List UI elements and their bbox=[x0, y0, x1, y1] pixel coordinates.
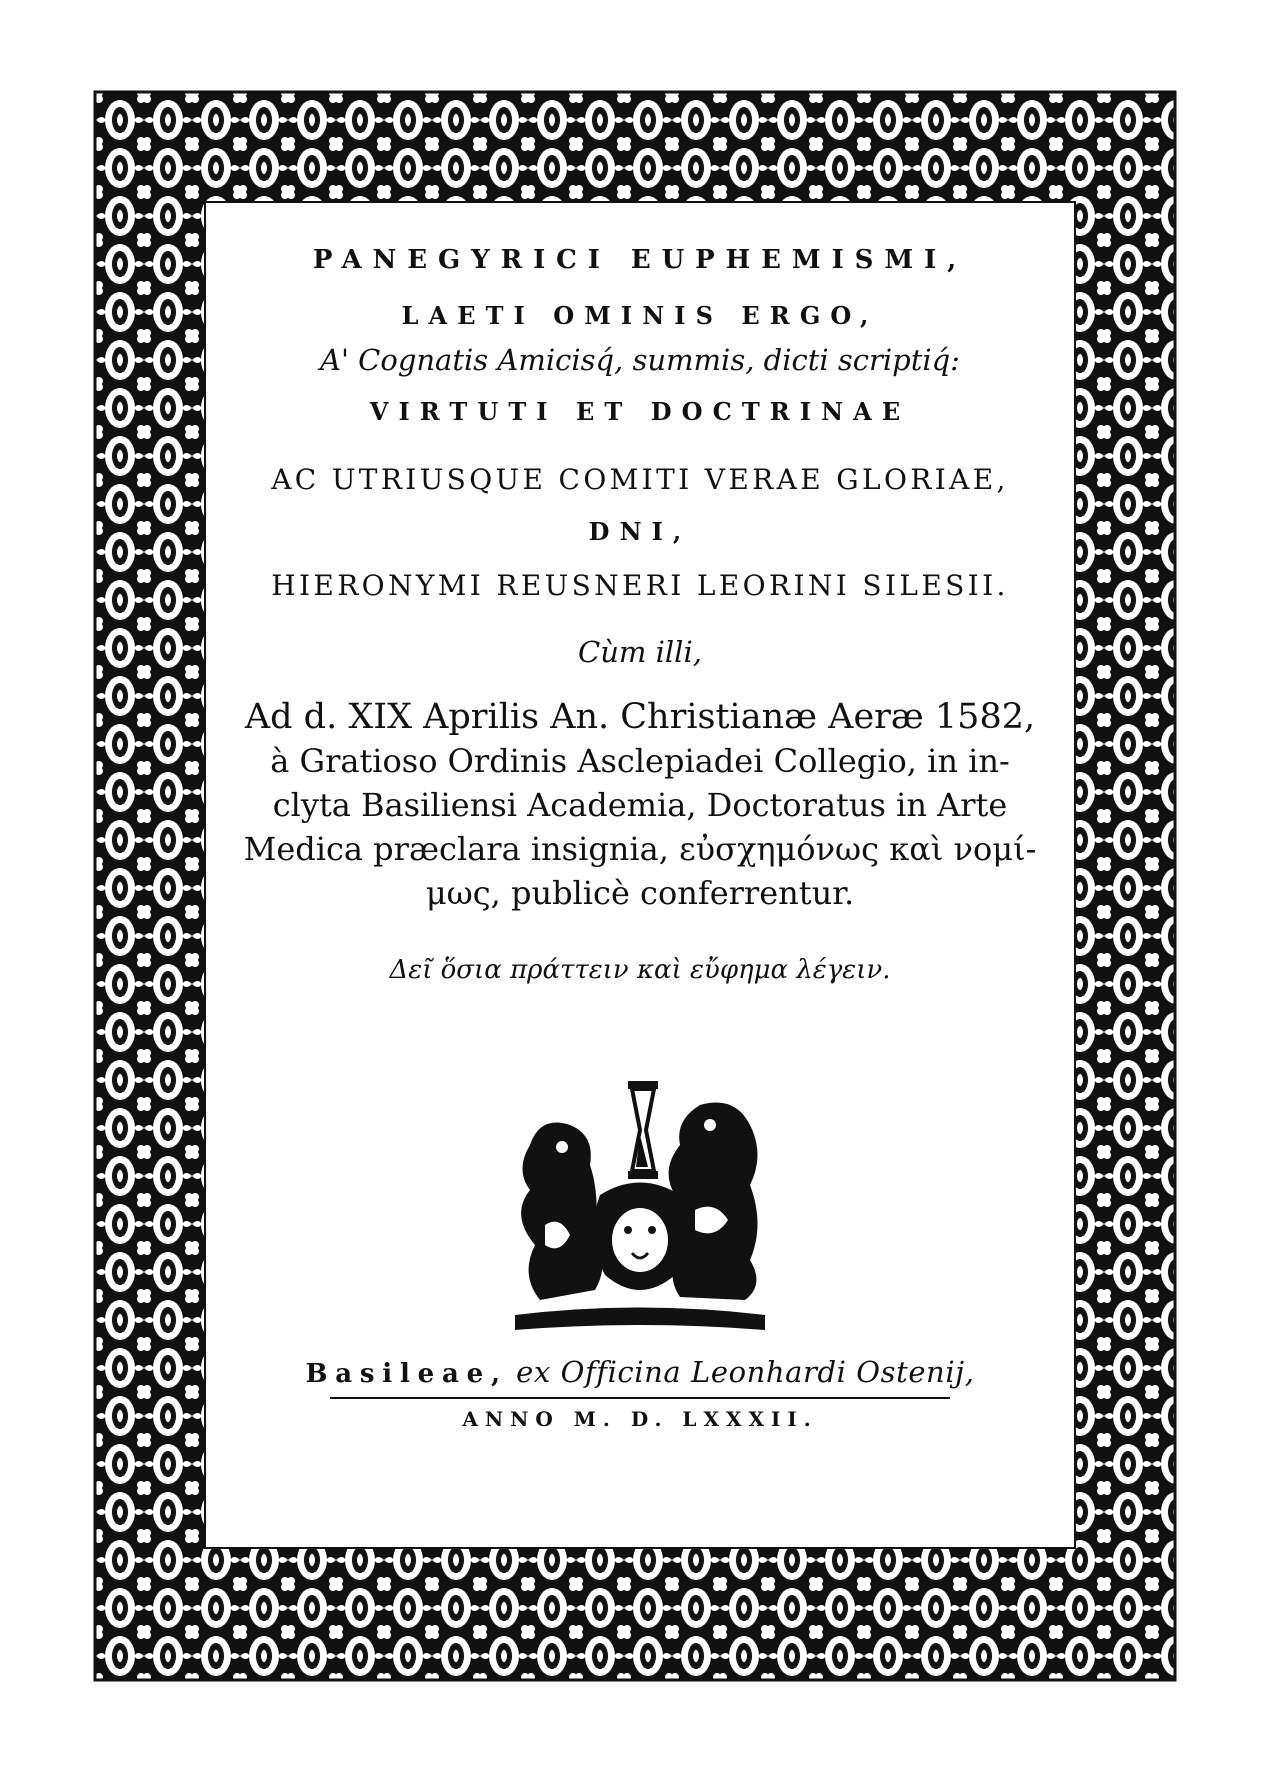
imprint-year: ANNO M. D. LXXXII. bbox=[462, 1407, 818, 1431]
body-line-2: à Gratioso Ordinis Asclepiadei Collegio, in in- bbox=[270, 742, 1010, 780]
imprint-printer: ex Officina Leonhardi Ostenij, bbox=[516, 1355, 975, 1389]
imprint-rule bbox=[330, 1397, 950, 1399]
title-line-4: VIRTUTI ET DOCTRINAE bbox=[369, 397, 911, 426]
title-line-8: Cùm illi, bbox=[578, 635, 702, 669]
greek-motto: Δεῖ ὅσια πράττειν καὶ εὔφημα λέγειν. bbox=[389, 955, 891, 985]
title-page-text bbox=[215, 225, 1065, 1545]
body-line-3: clyta Basiliensi Academia, Doctoratus in Arte bbox=[272, 786, 1008, 824]
imprint-city: Basileae, bbox=[305, 1359, 508, 1389]
title-line-7: HIERONYMI REUSNERI LEORINI SILESII. bbox=[271, 569, 1009, 602]
imprint-line bbox=[215, 1355, 1065, 1389]
title-line-5: AC UTRIUSQUE COMITI VERAE GLORIAE, bbox=[271, 463, 1009, 496]
body-line-5: μως, publicè conferrentur. bbox=[425, 874, 855, 912]
title-line-6: DNI, bbox=[588, 517, 692, 546]
title-line-2: LAETI OMINIS ERGO, bbox=[401, 301, 879, 330]
body-line-1: Ad d. XIX Aprilis An. Christianæ Aeræ 1582, bbox=[244, 697, 1036, 737]
body-line-4: Medica præclara insignia, εὐσχημόνως καὶ νομί- bbox=[243, 830, 1037, 868]
title-line-1: PANEGYRICI EUPHEMISMI, bbox=[312, 245, 968, 275]
printer-device-image bbox=[500, 1075, 780, 1355]
title-line-3: A' Cognatis Amicisq́, summis, dicti scriptiq́: bbox=[320, 343, 960, 377]
